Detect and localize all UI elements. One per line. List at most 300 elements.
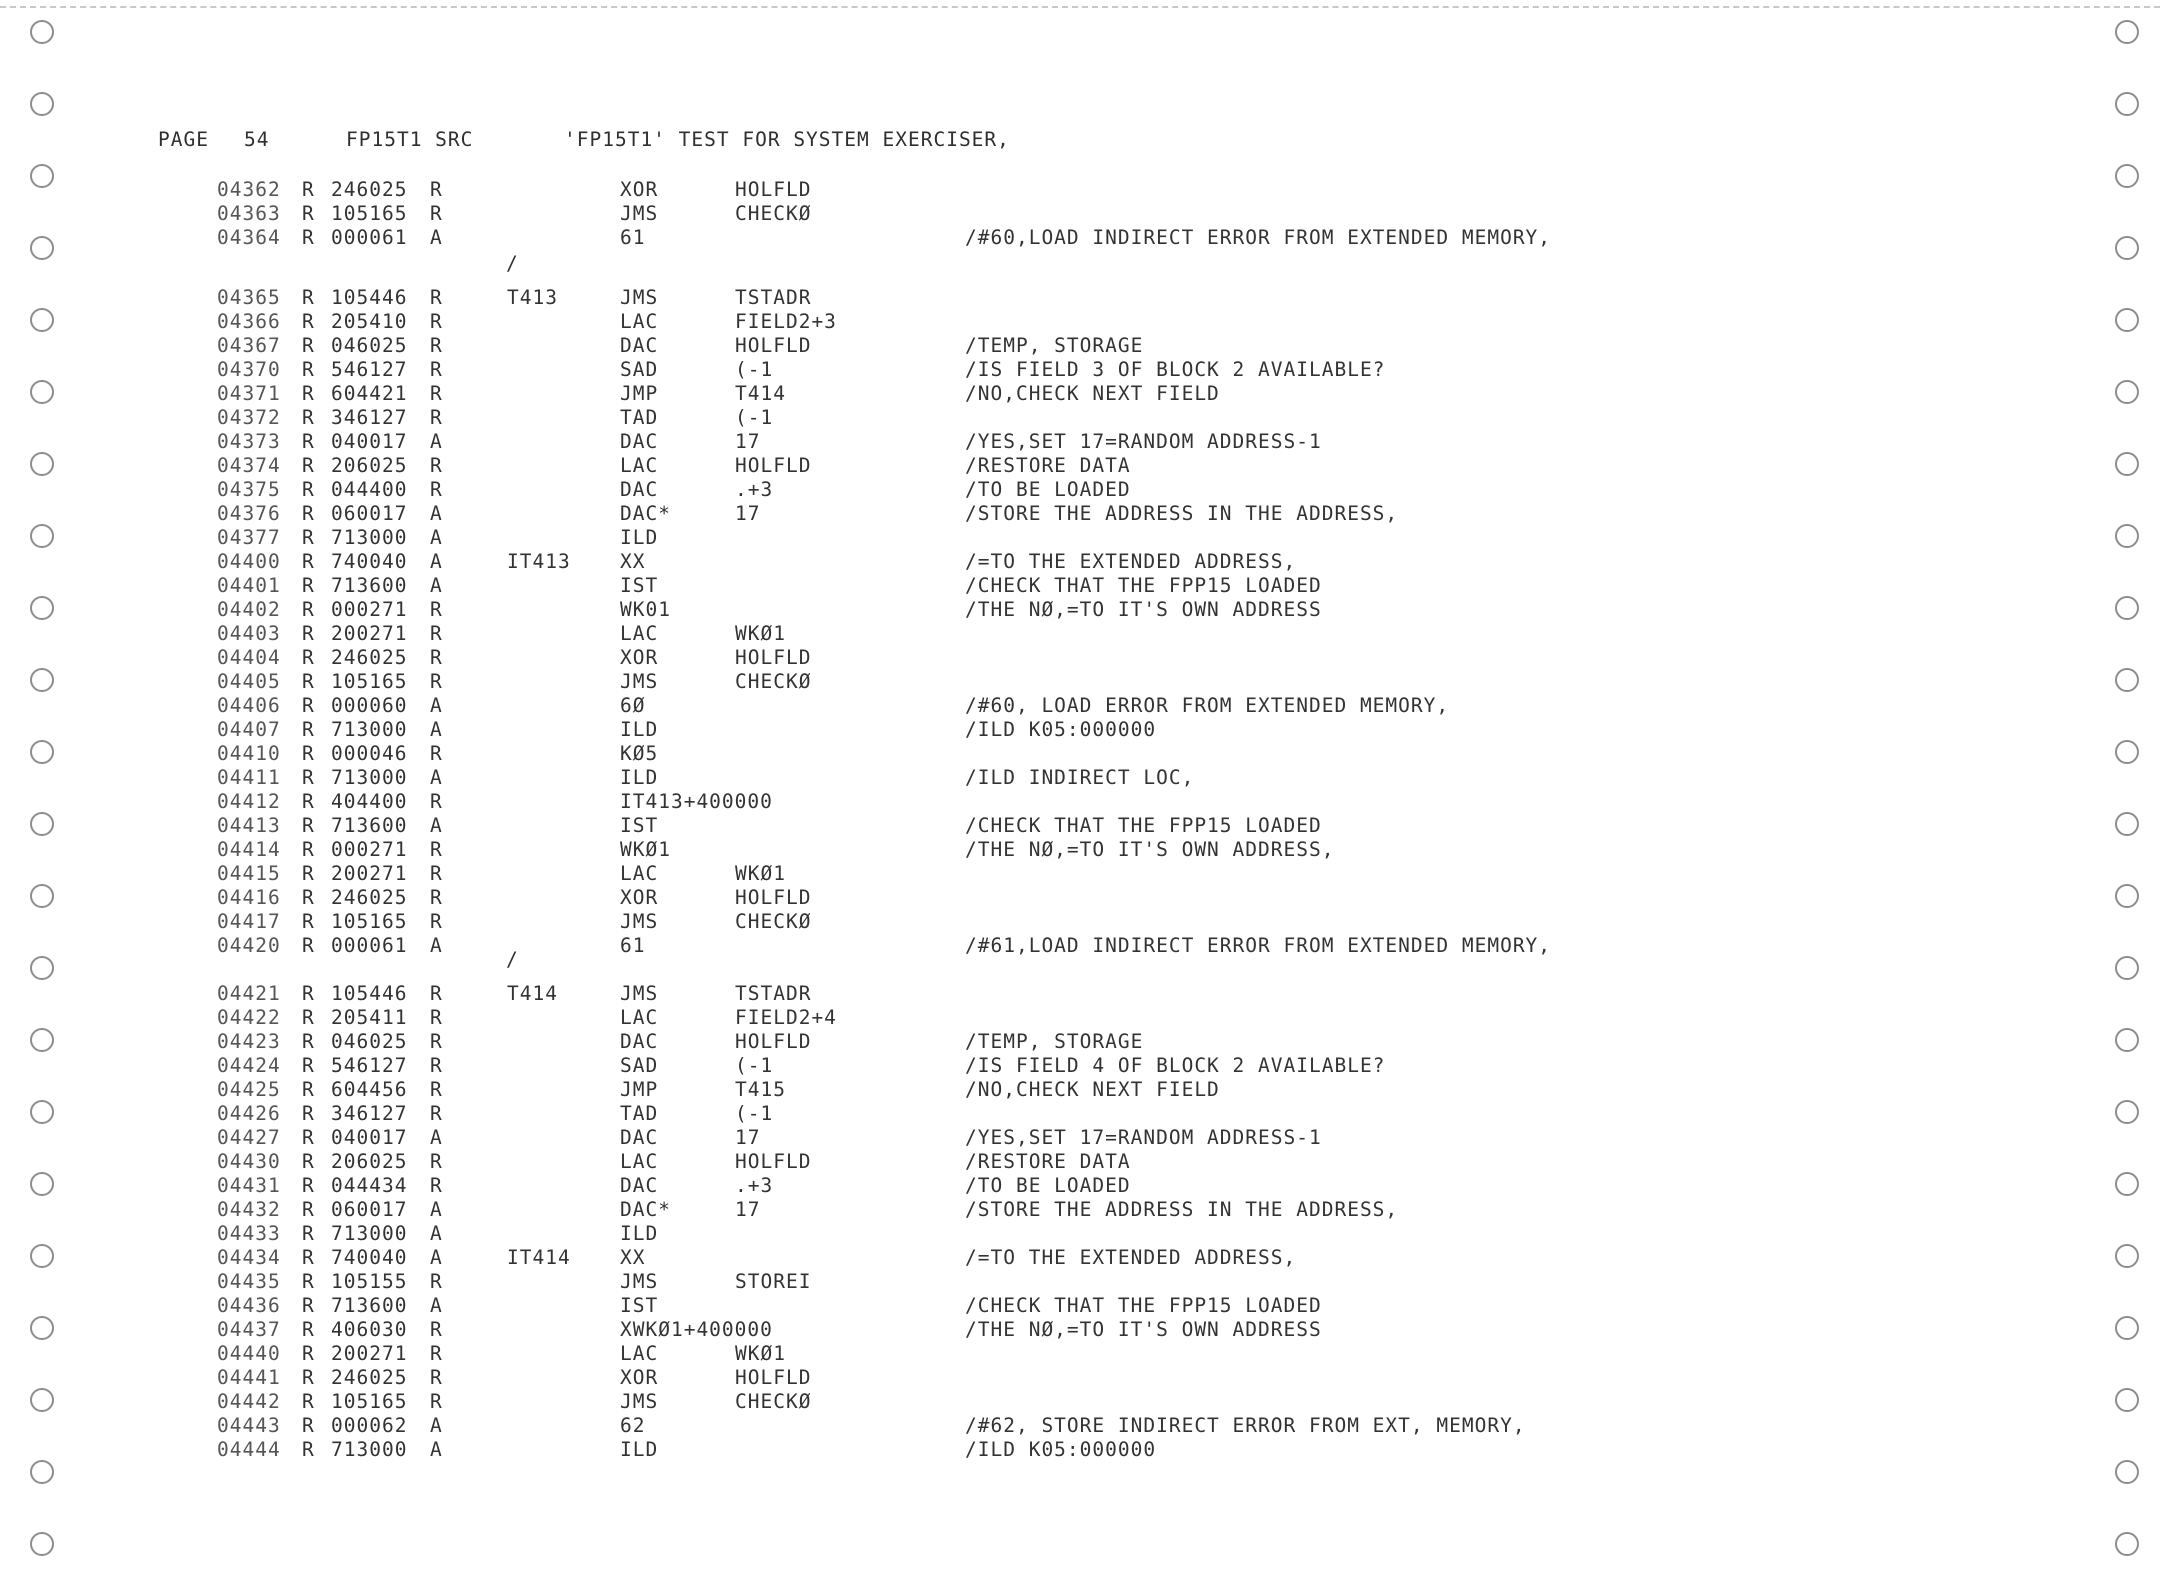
comment: /=TO THE EXTENDED ADDRESS,	[965, 550, 1297, 573]
line-address: 04415	[217, 862, 281, 885]
operand: CHECKØ	[735, 910, 812, 933]
opcode: JMP	[620, 1078, 659, 1101]
relocation-flag: R	[302, 1126, 315, 1149]
relocation-flag: R	[302, 574, 315, 597]
relocation-type: A	[430, 694, 443, 717]
relocation-type: R	[430, 838, 443, 861]
relocation-flag: R	[302, 934, 315, 957]
opcode: DAC	[620, 334, 659, 357]
opcode: JMP	[620, 382, 659, 405]
line-address: 04425	[217, 1078, 281, 1101]
source-label: IT413	[507, 550, 571, 573]
opcode: XOR	[620, 178, 659, 201]
object-code: 105446	[331, 982, 408, 1005]
relocation-flag: R	[302, 1054, 315, 1077]
relocation-type: A	[430, 1198, 443, 1221]
tractor-hole	[2115, 1172, 2139, 1196]
relocation-type: R	[430, 1102, 443, 1125]
page-label: PAGE	[158, 128, 209, 151]
opcode: JMS	[620, 202, 659, 225]
operand: T414	[735, 382, 786, 405]
object-code: 105165	[331, 910, 408, 933]
relocation-type: R	[430, 886, 443, 909]
tractor-hole	[2115, 668, 2139, 692]
tractor-hole	[30, 1028, 54, 1052]
page-number: 54	[244, 128, 270, 151]
opcode: ILD	[620, 718, 659, 741]
line-address: 04423	[217, 1030, 281, 1053]
line-address: 04421	[217, 982, 281, 1005]
operand: 17	[735, 1198, 761, 1221]
tractor-hole	[2115, 1100, 2139, 1124]
opcode: LAC	[620, 622, 659, 645]
tractor-hole	[2115, 1532, 2139, 1556]
line-address: 04417	[217, 910, 281, 933]
object-code: 713600	[331, 1294, 408, 1317]
tractor-hole	[30, 92, 54, 116]
tractor-hole	[2115, 380, 2139, 404]
line-address: 04376	[217, 502, 281, 525]
relocation-type: A	[430, 430, 443, 453]
opcode: IST	[620, 574, 659, 597]
relocation-type: R	[430, 910, 443, 933]
opcode: 61	[620, 934, 646, 957]
relocation-flag: R	[302, 670, 315, 693]
tractor-hole	[30, 884, 54, 908]
line-address: 04403	[217, 622, 281, 645]
tractor-hole	[2115, 1460, 2139, 1484]
object-code: 044434	[331, 1174, 408, 1197]
relocation-type: A	[430, 1126, 443, 1149]
tractor-hole	[30, 20, 54, 44]
relocation-type: R	[430, 286, 443, 309]
relocation-flag: R	[302, 1150, 315, 1173]
tractor-hole	[30, 164, 54, 188]
separator-slash: /	[506, 252, 518, 275]
relocation-type: R	[430, 178, 443, 201]
line-address: 04367	[217, 334, 281, 357]
opcode: JMS	[620, 910, 659, 933]
object-code: 046025	[331, 334, 408, 357]
relocation-flag: R	[302, 742, 315, 765]
object-code: 713600	[331, 814, 408, 837]
relocation-type: A	[430, 934, 443, 957]
line-address: 04365	[217, 286, 281, 309]
operand: (-1	[735, 406, 774, 429]
comment: /TEMP, STORAGE	[965, 1030, 1144, 1053]
relocation-flag: R	[302, 1222, 315, 1245]
object-code: 200271	[331, 1342, 408, 1365]
operand: HOLFLD	[735, 178, 812, 201]
relocation-flag: R	[302, 622, 315, 645]
relocation-flag: R	[302, 598, 315, 621]
relocation-flag: R	[302, 226, 315, 249]
object-code: 404400	[331, 790, 408, 813]
opcode: KØ5	[620, 742, 659, 765]
relocation-flag: R	[302, 838, 315, 861]
object-code: 105446	[331, 286, 408, 309]
tractor-hole	[2115, 884, 2139, 908]
relocation-flag: R	[302, 1366, 315, 1389]
tractor-hole	[30, 1172, 54, 1196]
relocation-flag: R	[302, 202, 315, 225]
relocation-type: A	[430, 718, 443, 741]
tractor-hole	[30, 380, 54, 404]
tractor-hole	[30, 740, 54, 764]
relocation-type: R	[430, 1318, 443, 1341]
relocation-flag: R	[302, 646, 315, 669]
tractor-hole	[30, 596, 54, 620]
line-address: 04375	[217, 478, 281, 501]
relocation-type: A	[430, 526, 443, 549]
line-address: 04420	[217, 934, 281, 957]
comment: /CHECK THAT THE FPP15 LOADED	[965, 1294, 1322, 1317]
opcode: XX	[620, 550, 646, 573]
opcode: LAC	[620, 1342, 659, 1365]
line-address: 04434	[217, 1246, 281, 1269]
listing-title: 'FP15T1' TEST FOR SYSTEM EXERCISER,	[564, 128, 1010, 151]
comment: /TO BE LOADED	[965, 1174, 1131, 1197]
opcode: DAC*	[620, 1198, 671, 1221]
opcode: 6Ø	[620, 694, 646, 717]
operand: 17	[735, 502, 761, 525]
comment: /#61,LOAD INDIRECT ERROR FROM EXTENDED MEMORY,	[965, 934, 1552, 957]
opcode: XWKØ1+400000	[620, 1318, 773, 1341]
tractor-hole	[2115, 1388, 2139, 1412]
relocation-type: R	[430, 790, 443, 813]
relocation-type: R	[430, 1054, 443, 1077]
relocation-type: A	[430, 1246, 443, 1269]
relocation-flag: R	[302, 982, 315, 1005]
comment: /#60, LOAD ERROR FROM EXTENDED MEMORY,	[965, 694, 1450, 717]
object-code: 105165	[331, 202, 408, 225]
tractor-hole	[30, 236, 54, 260]
line-address: 04412	[217, 790, 281, 813]
relocation-flag: R	[302, 814, 315, 837]
relocation-type: R	[430, 598, 443, 621]
opcode: XX	[620, 1246, 646, 1269]
object-code: 200271	[331, 622, 408, 645]
object-code: 000062	[331, 1414, 408, 1437]
line-address: 04374	[217, 454, 281, 477]
tractor-hole	[30, 1244, 54, 1268]
tractor-hole	[30, 524, 54, 548]
operand: (-1	[735, 1102, 774, 1125]
object-code: 740040	[331, 1246, 408, 1269]
opcode: XOR	[620, 1366, 659, 1389]
object-code: 604456	[331, 1078, 408, 1101]
relocation-type: R	[430, 334, 443, 357]
relocation-flag: R	[302, 1030, 315, 1053]
page-header	[158, 128, 1010, 152]
relocation-flag: R	[302, 430, 315, 453]
relocation-flag: R	[302, 454, 315, 477]
tractor-hole	[2115, 956, 2139, 980]
line-address: 04424	[217, 1054, 281, 1077]
relocation-type: R	[430, 742, 443, 765]
relocation-flag: R	[302, 358, 315, 381]
comment: /TO BE LOADED	[965, 478, 1131, 501]
relocation-type: A	[430, 226, 443, 249]
tractor-hole	[2115, 1316, 2139, 1340]
comment: /RESTORE DATA	[965, 1150, 1131, 1173]
operand: FIELD2+3	[735, 310, 837, 333]
tractor-hole	[30, 668, 54, 692]
left-tractor-holes	[20, 0, 70, 1584]
operand: FIELD2+4	[735, 1006, 837, 1029]
operand: HOLFLD	[735, 334, 812, 357]
relocation-flag: R	[302, 1414, 315, 1437]
relocation-type: A	[430, 550, 443, 573]
operand: HOLFLD	[735, 1150, 812, 1173]
opcode: ILD	[620, 1222, 659, 1245]
comment: /IS FIELD 3 OF BLOCK 2 AVAILABLE?	[965, 358, 1386, 381]
opcode: JMS	[620, 286, 659, 309]
relocation-flag: R	[302, 1102, 315, 1125]
line-address: 04370	[217, 358, 281, 381]
object-code: 346127	[331, 406, 408, 429]
relocation-flag: R	[302, 790, 315, 813]
line-address: 04430	[217, 1150, 281, 1173]
relocation-type: A	[430, 574, 443, 597]
line-address: 04441	[217, 1366, 281, 1389]
line-address: 04426	[217, 1102, 281, 1125]
relocation-type: A	[430, 1294, 443, 1317]
relocation-type: A	[430, 814, 443, 837]
object-code: 105155	[331, 1270, 408, 1293]
tractor-hole	[2115, 596, 2139, 620]
opcode: JMS	[620, 1270, 659, 1293]
tractor-hole	[30, 956, 54, 980]
comment: /STORE THE ADDRESS IN THE ADDRESS,	[965, 502, 1399, 525]
relocation-type: A	[430, 1222, 443, 1245]
operand: CHECKØ	[735, 670, 812, 693]
relocation-flag: R	[302, 502, 315, 525]
relocation-type: R	[430, 202, 443, 225]
object-code: 200271	[331, 862, 408, 885]
object-code: 105165	[331, 670, 408, 693]
opcode: IT413+400000	[620, 790, 773, 813]
opcode: TAD	[620, 1102, 659, 1125]
relocation-flag: R	[302, 1198, 315, 1221]
relocation-flag: R	[302, 526, 315, 549]
comment: /ILD K05:000000	[965, 1438, 1157, 1461]
opcode: JMS	[620, 670, 659, 693]
relocation-flag: R	[302, 406, 315, 429]
object-code: 046025	[331, 1030, 408, 1053]
relocation-type: R	[430, 982, 443, 1005]
line-address: 04363	[217, 202, 281, 225]
operand: WKØ1	[735, 1342, 786, 1365]
relocation-flag: R	[302, 1438, 315, 1461]
relocation-flag: R	[302, 478, 315, 501]
relocation-flag: R	[302, 718, 315, 741]
line-address: 04362	[217, 178, 281, 201]
opcode: IST	[620, 814, 659, 837]
object-code: 105165	[331, 1390, 408, 1413]
operand: HOLFLD	[735, 1030, 812, 1053]
relocation-flag: R	[302, 1270, 315, 1293]
line-address: 04366	[217, 310, 281, 333]
opcode: DAC	[620, 1174, 659, 1197]
object-code: 205410	[331, 310, 408, 333]
relocation-type: R	[430, 382, 443, 405]
comment: /THE NØ,=TO IT'S OWN ADDRESS,	[965, 838, 1335, 861]
comment: /YES,SET 17=RANDOM ADDRESS-1	[965, 430, 1322, 453]
object-code: 740040	[331, 550, 408, 573]
operand: (-1	[735, 358, 774, 381]
tractor-hole	[2115, 524, 2139, 548]
line-address: 04407	[217, 718, 281, 741]
opcode: WK01	[620, 598, 671, 621]
line-address: 04433	[217, 1222, 281, 1245]
tractor-hole	[30, 1388, 54, 1412]
relocation-type: R	[430, 862, 443, 885]
line-address: 04432	[217, 1198, 281, 1221]
relocation-flag: R	[302, 910, 315, 933]
opcode: DAC	[620, 1126, 659, 1149]
operand: STOREI	[735, 1270, 812, 1293]
relocation-flag: R	[302, 1246, 315, 1269]
comment: /STORE THE ADDRESS IN THE ADDRESS,	[965, 1198, 1399, 1221]
operand: HOLFLD	[735, 454, 812, 477]
operand: 17	[735, 1126, 761, 1149]
object-code: 246025	[331, 178, 408, 201]
opcode: XOR	[620, 886, 659, 909]
line-address: 04406	[217, 694, 281, 717]
opcode: IST	[620, 1294, 659, 1317]
operand: WKØ1	[735, 862, 786, 885]
operand: (-1	[735, 1054, 774, 1077]
opcode: XOR	[620, 646, 659, 669]
line-address: 04442	[217, 1390, 281, 1413]
line-address: 04427	[217, 1126, 281, 1149]
line-address: 04435	[217, 1270, 281, 1293]
object-code: 713000	[331, 766, 408, 789]
object-code: 246025	[331, 1366, 408, 1389]
tractor-hole	[2115, 92, 2139, 116]
perforation-edge	[0, 6, 2160, 8]
tractor-hole	[2115, 452, 2139, 476]
relocation-type: R	[430, 1366, 443, 1389]
opcode: LAC	[620, 1150, 659, 1173]
relocation-type: R	[430, 1150, 443, 1173]
opcode: TAD	[620, 406, 659, 429]
relocation-type: A	[430, 1414, 443, 1437]
relocation-flag: R	[302, 1342, 315, 1365]
relocation-flag: R	[302, 1318, 315, 1341]
relocation-type: R	[430, 1006, 443, 1029]
operand: T415	[735, 1078, 786, 1101]
operand: WKØ1	[735, 622, 786, 645]
comment: /NO,CHECK NEXT FIELD	[965, 382, 1220, 405]
object-code: 060017	[331, 502, 408, 525]
object-code: 546127	[331, 1054, 408, 1077]
relocation-flag: R	[302, 1294, 315, 1317]
opcode: DAC*	[620, 502, 671, 525]
comment: /TEMP, STORAGE	[965, 334, 1144, 357]
relocation-flag: R	[302, 382, 315, 405]
line-address: 04400	[217, 550, 281, 573]
comment: /ILD INDIRECT LOC,	[965, 766, 1195, 789]
tractor-hole	[30, 1316, 54, 1340]
relocation-flag: R	[302, 1390, 315, 1413]
tractor-hole	[30, 1100, 54, 1124]
tractor-hole	[30, 308, 54, 332]
tractor-hole	[2115, 20, 2139, 44]
line-address: 04402	[217, 598, 281, 621]
line-address: 04440	[217, 1342, 281, 1365]
tractor-hole	[30, 452, 54, 476]
opcode: LAC	[620, 1006, 659, 1029]
line-address: 04405	[217, 670, 281, 693]
line-address: 04436	[217, 1294, 281, 1317]
opcode: ILD	[620, 766, 659, 789]
opcode: 62	[620, 1414, 646, 1437]
object-code: 000061	[331, 934, 408, 957]
line-address: 04401	[217, 574, 281, 597]
object-code: 246025	[331, 646, 408, 669]
opcode: JMS	[620, 982, 659, 1005]
relocation-type: R	[430, 454, 443, 477]
relocation-flag: R	[302, 862, 315, 885]
opcode: ILD	[620, 526, 659, 549]
source-file-name: FP15T1 SRC	[346, 128, 474, 151]
object-code: 406030	[331, 1318, 408, 1341]
comment: /IS FIELD 4 OF BLOCK 2 AVAILABLE?	[965, 1054, 1386, 1077]
relocation-type: R	[430, 646, 443, 669]
operand: CHECKØ	[735, 202, 812, 225]
line-address: 04377	[217, 526, 281, 549]
relocation-flag: R	[302, 694, 315, 717]
relocation-type: R	[430, 1390, 443, 1413]
separator-slash: /	[506, 948, 518, 971]
object-code: 713000	[331, 1222, 408, 1245]
opcode: WKØ1	[620, 838, 671, 861]
relocation-type: R	[430, 358, 443, 381]
operand: HOLFLD	[735, 886, 812, 909]
relocation-type: R	[430, 1174, 443, 1197]
source-label: T413	[507, 286, 558, 309]
opcode: SAD	[620, 358, 659, 381]
comment: /CHECK THAT THE FPP15 LOADED	[965, 574, 1322, 597]
comment: /YES,SET 17=RANDOM ADDRESS-1	[965, 1126, 1322, 1149]
object-code: 040017	[331, 430, 408, 453]
opcode: DAC	[620, 1030, 659, 1053]
opcode: ILD	[620, 1438, 659, 1461]
comment: /ILD K05:000000	[965, 718, 1157, 741]
tractor-hole	[2115, 1028, 2139, 1052]
object-code: 000061	[331, 226, 408, 249]
opcode: LAC	[620, 310, 659, 333]
relocation-flag: R	[302, 1078, 315, 1101]
relocation-type: R	[430, 310, 443, 333]
relocation-type: R	[430, 1030, 443, 1053]
opcode: DAC	[620, 430, 659, 453]
line-address: 04444	[217, 1438, 281, 1461]
opcode: JMS	[620, 1390, 659, 1413]
relocation-flag: R	[302, 1174, 315, 1197]
operand: HOLFLD	[735, 1366, 812, 1389]
opcode: LAC	[620, 454, 659, 477]
tractor-hole	[2115, 164, 2139, 188]
line-address: 04411	[217, 766, 281, 789]
object-code: 000046	[331, 742, 408, 765]
relocation-flag: R	[302, 334, 315, 357]
relocation-flag: R	[302, 178, 315, 201]
object-code: 604421	[331, 382, 408, 405]
object-code: 713600	[331, 574, 408, 597]
